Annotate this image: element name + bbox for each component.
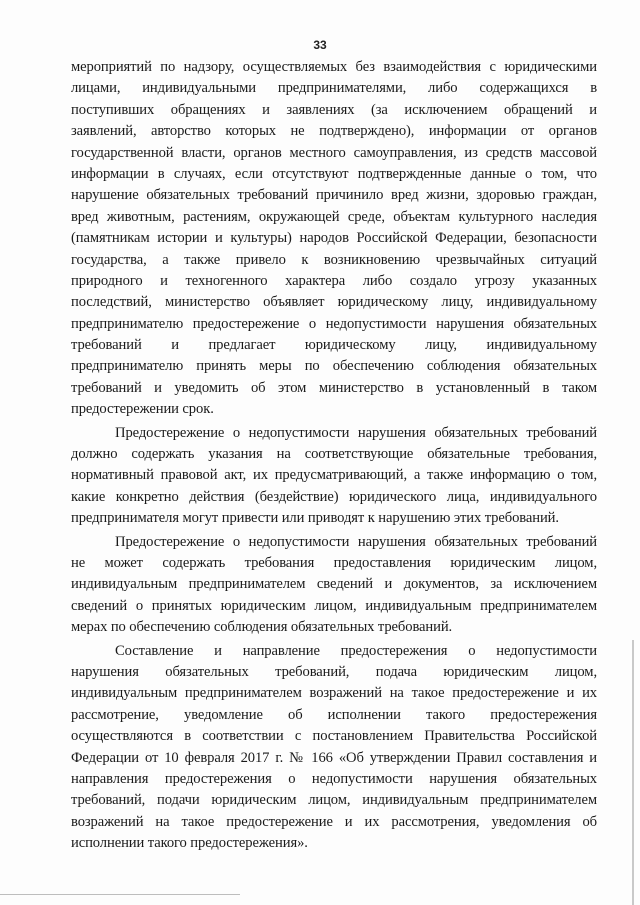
- text-line: мерах по обеспечению соблюдения обязательных требований.: [71, 619, 453, 636]
- text-line: требований и предлагает юридическому лицу, индивидуальному: [71, 337, 597, 354]
- text-line: последствий, министерство объявляет юридическому лицу, индивидуальному: [71, 294, 597, 311]
- scan-edge-mark: [632, 640, 634, 905]
- text-line: Федерации от 10 февраля 2017 г. № 166 «Об утверждении Правил составления и: [71, 749, 597, 766]
- text-line: мероприятий по надзору, осуществляемых без взаимодействия с юридическими: [71, 59, 597, 75]
- document-body: [71, 57, 597, 854]
- text-line: исполнении такого предостережения».: [71, 835, 308, 852]
- text-line: поступивших обращениях и заявлениях (за исключением обращений и: [71, 101, 597, 118]
- text-line: направления предостережения о недопустимости нарушения обязательных: [71, 770, 597, 787]
- text-line: (памятникам истории и культуры) народов Российской Федерации, безопасности: [71, 230, 597, 247]
- text-line: государства, а также привело к возникновению чрезвычайных ситуаций: [71, 251, 597, 268]
- text-line: индивидуальным предпринимателем возражений на такое предостережение и их: [71, 685, 597, 702]
- text-line: предпринимателя могут привести или приводят к нарушению этих требований.: [71, 510, 559, 527]
- text-line: сведений о принятых юридическим лицом, индивидуальным предпринимателем: [71, 597, 597, 614]
- text-line: предостережении срок.: [71, 401, 214, 418]
- text-line: лицами, индивидуальными предпринимателями, либо содержащихся в: [71, 80, 597, 97]
- text-line: рассмотрение, уведомление об исполнении такого предостережения: [71, 706, 597, 723]
- text-line: вред животным, растениям, окружающей среде, объектам культурного наследия: [71, 208, 597, 225]
- text-line: индивидуальным предпринимателем сведений и документов, за исключением: [71, 576, 597, 593]
- text-line: нормативный правовой акт, их предусматривающий, а также информацию о том,: [71, 467, 597, 484]
- scan-bottom-rule: [0, 894, 240, 895]
- text-line: предпринимателю принять меры по обеспечению соблюдения обязательных: [71, 358, 597, 375]
- text-line: нарушения обязательных требований, подача юридическим лицом,: [71, 663, 597, 680]
- text-line: информации в случаях, если отсутствуют подтвержденные данные о том, что: [71, 165, 597, 182]
- text-line: предпринимателю предостережение о недопустимости нарушения обязательных: [71, 315, 597, 332]
- text-line: требований и уведомить об этом министерство в установленный в таком: [71, 379, 597, 396]
- text-line: возражений на такое предостережение и их рассмотрения, уведомления об: [71, 813, 597, 830]
- text-line: нарушение обязательных требований причинило вред жизни, здоровью граждан,: [71, 187, 597, 204]
- text-line: Составление и направление предостережения о недопустимости: [115, 642, 597, 659]
- text-line: должно содержать указания на соответствующие обязательные требования,: [71, 446, 597, 463]
- text-line: требований, подачи юридическим лицом, индивидуальным предпринимателем: [71, 792, 597, 809]
- text-line: Предостережение о недопустимости нарушения обязательных требований: [115, 533, 597, 550]
- text-line: заявлений, авторство которых не подтверждено), информации от органов: [71, 123, 597, 140]
- text-line: государственной власти, органов местного самоуправления, из средств массовой: [71, 144, 597, 161]
- text-line: природного и техногенного характера либо создало угрозу указанных: [71, 272, 597, 289]
- text-line: не может содержать требования предоставления юридическим лицом,: [71, 554, 597, 571]
- page-number: 33: [313, 38, 327, 52]
- text-line: осуществляются в соответствии с постановлением Правительства Российской: [71, 728, 597, 745]
- text-line: какие конкретно действия (бездействие) юридического лица, индивидуального: [71, 488, 597, 505]
- text-line: Предостережение о недопустимости нарушения обязательных требований: [115, 424, 597, 441]
